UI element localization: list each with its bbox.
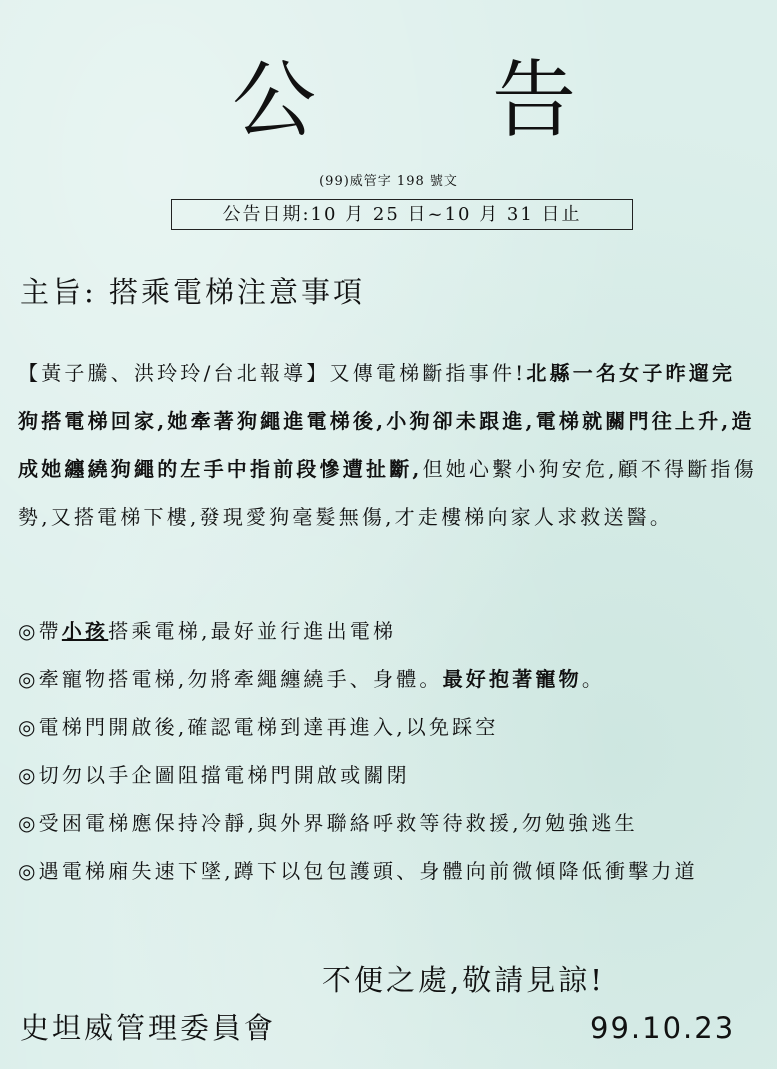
tip-2-suffix: 。: [581, 667, 606, 691]
notice-period-box: 公告日期:10 月 25 日~10 月 31 日止: [171, 199, 633, 230]
tip-item: ◎電梯門開啟後,確認電梯到達再進入,以免踩空: [18, 715, 499, 739]
tip-item: ◎遇電梯廂失速下墜,蹲下以包包護頭、身體向前微傾降低衝擊力道: [18, 859, 698, 883]
safety-tips: [18, 607, 763, 895]
title-char-2: 告: [492, 51, 577, 149]
tip-1-suffix: 搭乘電梯,最好並行進出電梯: [108, 619, 397, 643]
tip-2-prefix: ◎牽寵物搭電梯,勿將牽繩纏繞手、身體。: [18, 667, 443, 691]
tip-item: [18, 607, 763, 655]
news-source: 【黃子騰、洪玲玲/台北報導】又傳電梯斷指事件!: [18, 361, 527, 385]
tip-1-highlight: 小孩: [61, 619, 109, 643]
notice-title: [0, 51, 777, 150]
title-char-1: 公: [232, 51, 317, 149]
news-rest: 但她心繫小狗安危,顧不得斷指傷勢,又搭電梯下樓,發現愛狗毫髮無傷,才走樓梯向家人求救送醫。: [18, 457, 757, 529]
tip-1-prefix: ◎帶: [18, 619, 62, 643]
news-bold-part: 北縣一名女子昨遛完狗搭電梯回家,她牽著狗繩進電梯後,小狗卻未跟進,電梯就關門往上升,造成她纏繞狗繩的左手中指前段慘遭扯斷,: [18, 361, 755, 481]
tip-item: ◎切勿以手企圖阻擋電梯門開啟或關閉: [18, 763, 410, 787]
committee-name: 史坦威管理委員會: [20, 1011, 277, 1045]
tip-item: ◎受困電梯應保持冷靜,與外界聯絡呼救等待救援,勿勉強逃生: [18, 811, 638, 835]
tip-item: [18, 655, 763, 703]
subject-heading: 主旨: 搭乘電梯注意事項: [20, 275, 365, 309]
document-number: (99)威管字 198 號文: [319, 174, 458, 189]
news-paragraph: [18, 349, 758, 541]
tip-2-bold: 最好抱著寵物: [442, 667, 582, 691]
signature-date: 99.10.23: [590, 1011, 736, 1045]
closing-line: 不便之處,敬請見諒!: [322, 963, 605, 997]
